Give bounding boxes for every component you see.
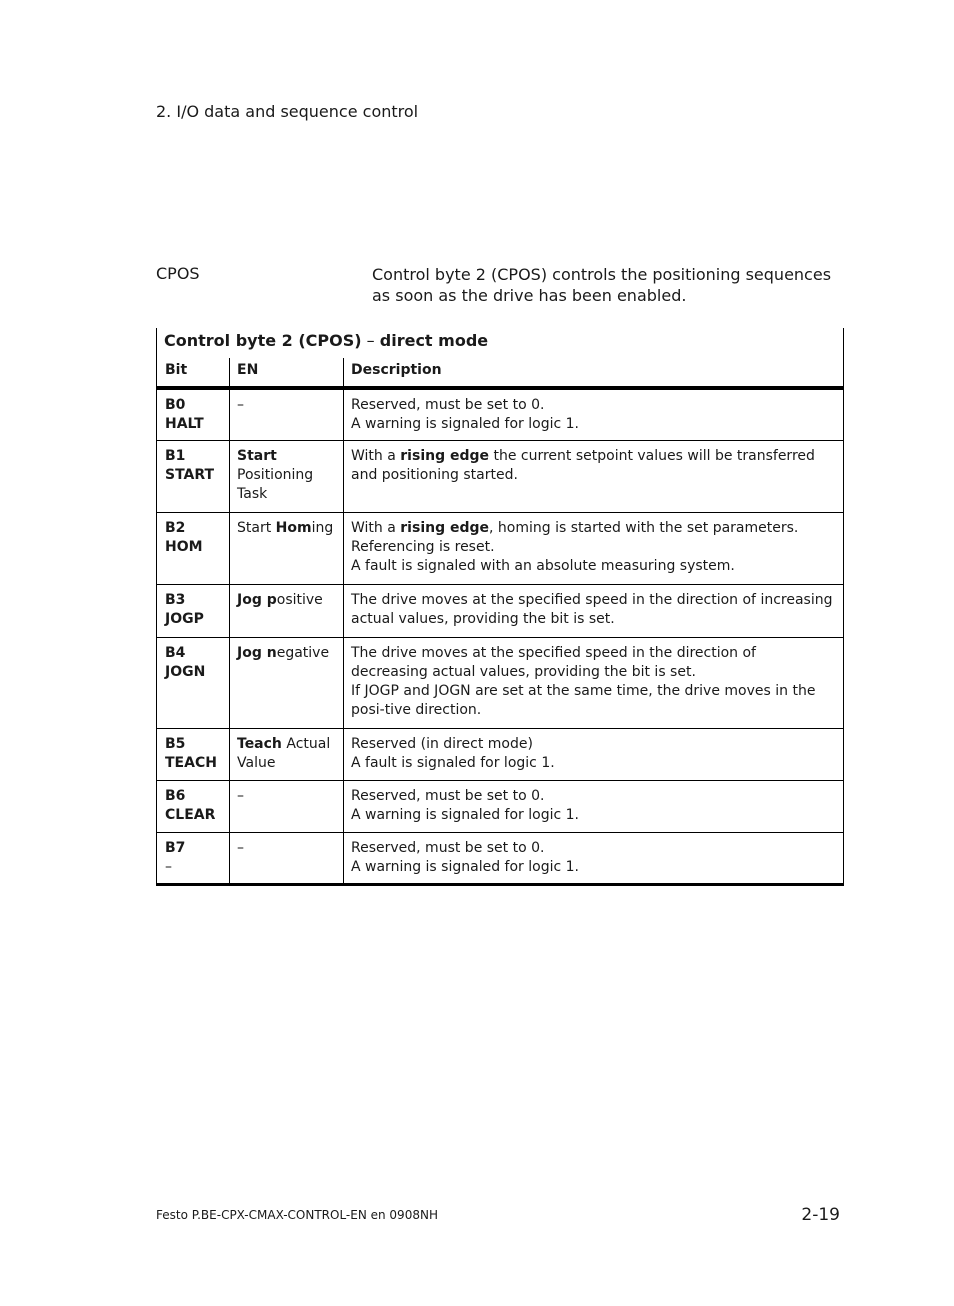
description-bold: rising edge xyxy=(400,448,490,464)
bit-name: CLEAR xyxy=(165,807,216,823)
description-line: A fault is signaled with an absolute measuring system. xyxy=(351,558,735,574)
en-text: – xyxy=(237,397,244,413)
description-cell xyxy=(344,441,843,512)
header-bit: Bit xyxy=(157,358,230,386)
en-cell xyxy=(230,833,344,883)
description-line: A warning is signaled for logic 1. xyxy=(351,859,579,875)
en-text: Positioning Task xyxy=(237,467,314,502)
section-term: CPOS xyxy=(156,264,200,283)
description-line: If JOGP and JOGN are set at the same time, the drive moves in the posi-tive direction. xyxy=(351,683,816,718)
bit-cell xyxy=(157,585,230,637)
en-bold-text: Hom xyxy=(275,520,312,536)
en-text: – xyxy=(237,840,244,856)
description-line: A fault is signaled for logic 1. xyxy=(351,755,555,771)
en-cell xyxy=(230,781,344,832)
description-cell xyxy=(344,390,843,440)
description-line: A warning is signaled for logic 1. xyxy=(351,416,579,432)
bit-number: B2 xyxy=(165,520,186,536)
en-text: Start xyxy=(237,520,276,536)
bit-cell xyxy=(157,729,230,780)
description-line: Reserved (in direct mode) xyxy=(351,736,533,752)
en-text: ositive xyxy=(276,592,323,608)
control-byte-table xyxy=(156,328,844,886)
en-cell xyxy=(230,729,344,780)
description-line: Referencing is reset. xyxy=(351,539,495,555)
footer-document-id: Festo P.BE-CPX-CMAX-CONTROL-EN en 0908NH xyxy=(156,1208,438,1222)
bit-name: – xyxy=(165,859,172,875)
bit-cell xyxy=(157,833,230,883)
en-cell xyxy=(230,390,344,440)
table-row xyxy=(157,781,843,833)
description-text: With a xyxy=(351,448,401,464)
description-bold: rising edge xyxy=(400,520,490,536)
description-line: A warning is signaled for logic 1. xyxy=(351,807,579,823)
header-description: Description xyxy=(351,362,442,378)
table-row xyxy=(157,441,843,513)
en-cell xyxy=(230,638,344,728)
table-row xyxy=(157,833,843,886)
en-text: Actual Value xyxy=(237,736,331,771)
en-bold-text: Start xyxy=(237,448,277,464)
bit-name: TEACH xyxy=(165,755,217,771)
en-bold-text: Jog n xyxy=(237,645,277,661)
description-cell xyxy=(344,513,843,584)
table-title-dash: – xyxy=(361,331,380,350)
bit-number: B4 xyxy=(165,645,186,661)
en-cell xyxy=(230,585,344,637)
bit-name: HALT xyxy=(165,416,204,432)
table-row xyxy=(157,513,843,585)
en-bold-text: Jog p xyxy=(237,592,277,608)
en-cell xyxy=(230,441,344,512)
header-en: EN xyxy=(230,358,344,386)
description-text: the current setpoint values will be transferred and positioning started. xyxy=(351,448,815,483)
bit-number: B3 xyxy=(165,592,186,608)
bit-number: B6 xyxy=(165,788,186,804)
en-cell xyxy=(230,513,344,584)
description-text: , homing is started with the set parameters. xyxy=(489,520,799,536)
bit-number: B5 xyxy=(165,736,186,752)
bit-cell xyxy=(157,638,230,728)
table-row xyxy=(157,729,843,781)
description-line: Reserved, must be set to 0. xyxy=(351,397,545,413)
bit-number: B0 xyxy=(165,397,186,413)
en-bold-text: Teach xyxy=(237,736,282,752)
bit-cell xyxy=(157,513,230,584)
table-header-row xyxy=(157,358,843,390)
en-text: egative xyxy=(276,645,330,661)
table-title xyxy=(156,328,844,358)
table-title-main: Control byte 2 (CPOS) xyxy=(164,331,362,350)
bit-name: START xyxy=(165,467,215,483)
table-row xyxy=(157,390,843,441)
chapter-heading: 2. I/O data and sequence control xyxy=(156,102,419,121)
table-title-mode: direct mode xyxy=(379,331,489,350)
bit-name: JOGN xyxy=(165,664,206,680)
description-cell xyxy=(344,638,843,728)
bit-number: B1 xyxy=(165,448,186,464)
description-text: With a xyxy=(351,520,401,536)
description-cell xyxy=(344,833,843,883)
description-line: The drive moves at the specified speed in the direction of decreasing actual values, providing the bit is set. xyxy=(351,645,756,680)
description-cell xyxy=(344,781,843,832)
page-number: 2-19 xyxy=(801,1205,840,1225)
en-text: ing xyxy=(311,520,334,536)
description-line: Reserved, must be set to 0. xyxy=(351,788,545,804)
bit-cell xyxy=(157,441,230,512)
bit-number: B7 xyxy=(165,840,186,856)
table-row xyxy=(157,638,843,729)
description-cell xyxy=(344,729,843,780)
table-row xyxy=(157,585,843,638)
description-cell xyxy=(344,585,843,637)
description-line: Reserved, must be set to 0. xyxy=(351,840,545,856)
bit-name: JOGP xyxy=(165,611,204,627)
section-intro: Control byte 2 (CPOS) controls the positioning sequences as soon as the drive has been enabled. xyxy=(372,265,832,305)
bit-cell xyxy=(157,390,230,440)
bit-cell xyxy=(157,781,230,832)
en-text: – xyxy=(237,788,244,804)
description-line: The drive moves at the specified speed in the direction of increasing actual values, providing the bit is set. xyxy=(351,592,833,627)
bit-name: HOM xyxy=(165,539,203,555)
